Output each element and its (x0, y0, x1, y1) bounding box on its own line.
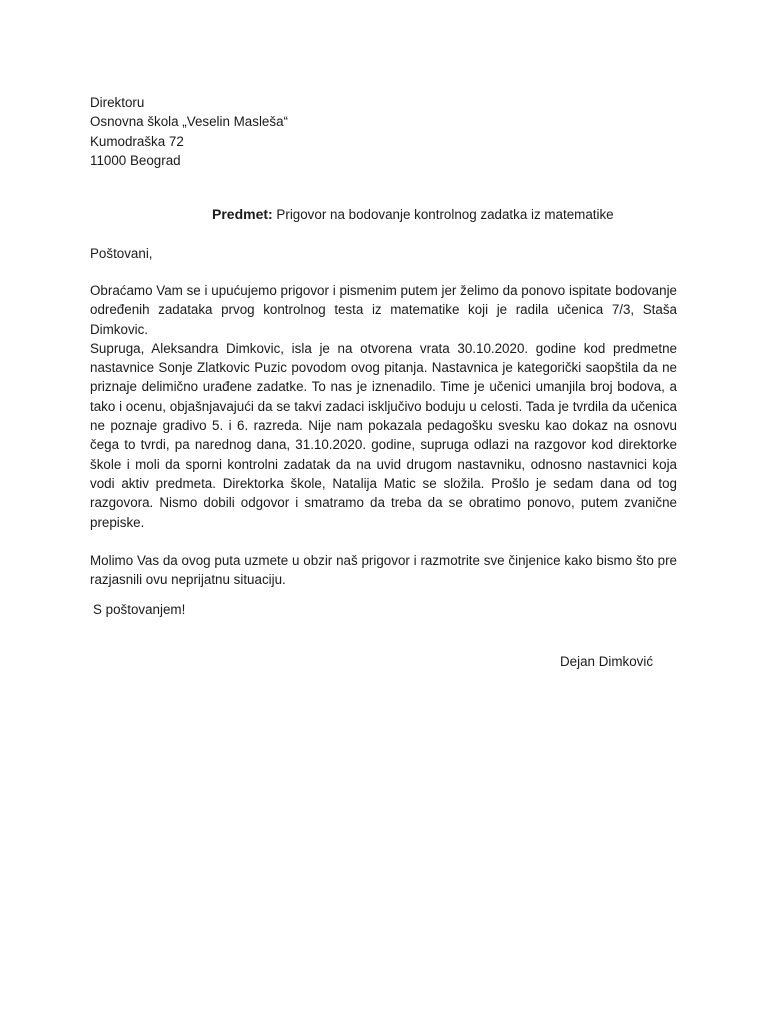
recipient-school: Osnovna škola „Veselin Masleša“ (90, 114, 288, 130)
recipient-address (90, 93, 288, 170)
subject-text: Prigovor na bodovanje kontrolnog zadatka iz matematike (276, 207, 614, 222)
recipient-city: 11000 Beograd (90, 152, 181, 168)
subject-line (212, 206, 614, 222)
body-paragraph: Supruga, Aleksandra Dimkovic, isla je na otvorena vrata 30.10.2020. godine kod predmetne nastavnice Sonje Zlatkovic Puzic povodom ovog pitanja. Nastavnica je kategorički saopštila da ne priznaje delimično urađene zadatke. To nas je iznenadilo. Time je učenici umanjila broj bodova, a tako i ocenu, objašnjavajući da se takvi zadaci isključivo boduju u celosti. Tada je tvrdila da učenica ne poznaje gradivo 5. i 6. razreda. Nije nam pokazala pedagošku svesku kao dokaz na osnovu čega to tvrdi, pa narednog dana, 31.10.2020. godine, supruga odlazi na razgovor kod direktorke škole i moli da sporni kontrolni zadatak da na uvid drugom nastavniku, odnosno nastavnici koja vodi aktiv predmeta. Direktorka škole, Natalija Matic se složila. Prošlo je sedam dana od tog razgovora. Nismo dobili odgovor i smatramo da treba da se obratimo ponovo, putem zvanične prepiske. (90, 340, 677, 530)
closing: S poštovanjem! (93, 602, 186, 617)
letter-body (90, 281, 677, 589)
recipient-street: Kumodraška 72 (90, 133, 184, 149)
subject-label: Predmet: (212, 206, 273, 222)
body-paragraph: Obraćamo Vam se i upućujemo prigovor i pismenim putem jer želimo da ponovo ispitate bodovanje određenih zadataka prvog kontrolnog testa iz matematike koji je radila učenica 7/3, Staša Dimkovic. (90, 283, 677, 337)
recipient-line: Direktoru (90, 95, 145, 110)
signature: Dejan Dimković (560, 654, 654, 669)
greeting: Poštovani, (90, 246, 153, 261)
body-paragraph: Molimo Vas da ovog puta uzmete u obzir naš prigovor i razmotrite sve činjenice kako bismo što pre razjasnili ovu neprijatnu situaciju. (90, 552, 677, 588)
